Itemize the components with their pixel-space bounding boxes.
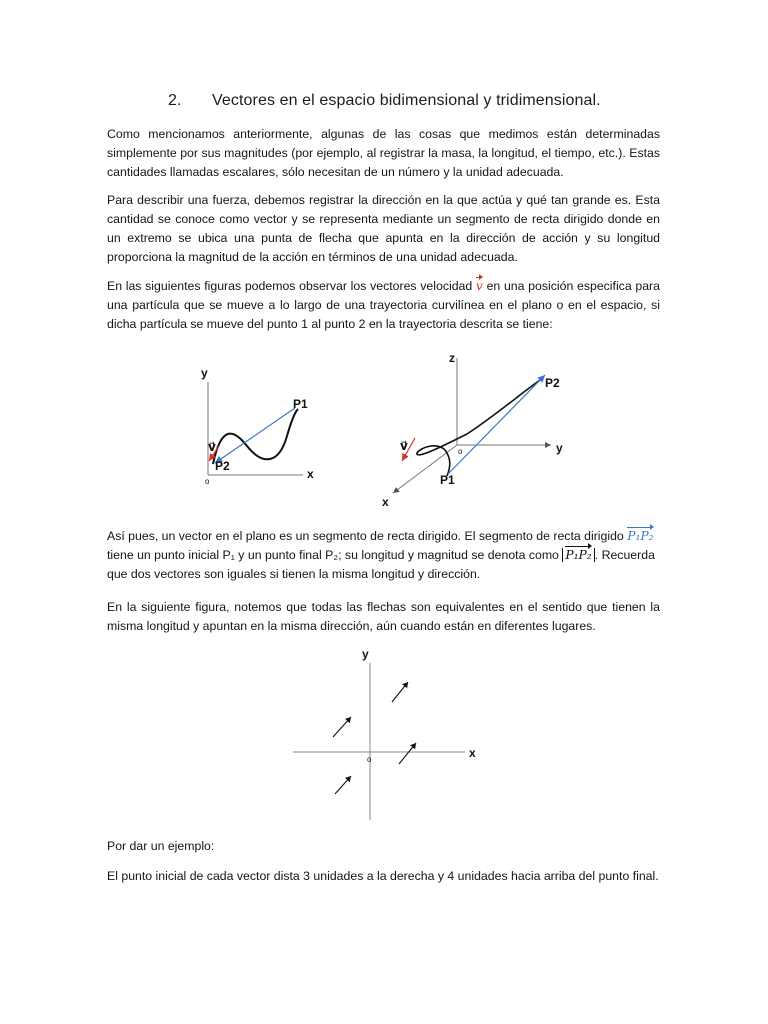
paragraph-velocity-text-a: En las siguientes figuras podemos observar los vectores velocidad bbox=[107, 279, 473, 293]
x-axis-label: x bbox=[382, 495, 389, 509]
section-title: Vectores en el espacio bidimensional y tridimensional. bbox=[212, 92, 601, 109]
y-axis-label: y bbox=[556, 441, 563, 455]
origin-label: o bbox=[205, 477, 210, 486]
v-label: v⃗ bbox=[208, 440, 216, 454]
z-axis-label: z bbox=[449, 351, 455, 365]
magnitude-symbol bbox=[562, 548, 594, 562]
p2-label: P2 bbox=[545, 376, 560, 390]
section-heading bbox=[168, 92, 601, 110]
paragraph-velocity-text-b: en una posición especifica para una partícula que se mueve a lo largo de una trayectoria curvilínea en el plano o en el espacio, si dicha partícula se mueve del punto 1 al punto 2 en la trayectoria descrita se tiene: bbox=[107, 279, 660, 331]
p2-label: P2 bbox=[215, 459, 230, 473]
displacement-vector bbox=[448, 375, 545, 474]
p1-label: P1 bbox=[293, 397, 308, 411]
paragraph-escalares: Como mencionamos anteriormente, algunas de las cosas que medimos están determinadas simplemente por sus magnitudes (por ejemplo, al registrar la masa, la longitud, el tiempo, etc.). Estas cantidades llamadas escalares, sólo necesitan de un número y la unidad adecuada. bbox=[107, 127, 660, 179]
paragraph-example-label: Por dar un ejemplo: bbox=[107, 839, 215, 853]
paragraph-vector-definition: Para describir una fuerza, debemos registrar la dirección en la que actúa y qué tan grande es. Esta cantidad se conoce como vector y se representa mediante un segmento de recta dirigido donde en un extremo se ubica una punta de flecha que apunta en la dirección de acción y su longitud proporciona la magnitud de la acción en términos de una unidad adecuada. bbox=[107, 193, 660, 264]
paragraph-velocity bbox=[107, 277, 660, 334]
section-number: 2. bbox=[168, 92, 182, 109]
figure-equivalent-arrows bbox=[285, 645, 485, 825]
y-axis-label: y bbox=[201, 366, 208, 380]
paragraph-directed-segment-text-b: tiene un punto inicial P₁ y un punto final P₂; su longitud y magnitud se denota como bbox=[107, 548, 559, 562]
arrow-lower-left bbox=[335, 776, 351, 794]
arrow-upper-left bbox=[333, 717, 351, 737]
paragraph-example: El punto inicial de cada vector dista 3 unidades a la derecha y 4 unidades hacia arriba del punto final. bbox=[107, 869, 659, 883]
origin-label: o bbox=[458, 447, 463, 456]
arrow-upper-right bbox=[392, 682, 408, 702]
paragraph-equivalent-arrows: En la siguiente figura, notemos que todas las flechas son equivalentes en el sentido que tienen la misma longitud y apuntan en la misma dirección, aún cuando están en diferentes lugares. bbox=[107, 600, 660, 633]
origin-label: o bbox=[367, 755, 372, 764]
paragraph-directed-segment-text-a: Así pues, un vector en el plano es un segmento de recta dirigido. El segmento de recta dirigido bbox=[107, 529, 624, 543]
arrow-lower-right bbox=[399, 743, 416, 764]
figure-3d-trajectory bbox=[375, 350, 575, 510]
paragraph-directed-segment bbox=[107, 527, 660, 584]
x-axis-label: x bbox=[469, 746, 476, 760]
y-axis-label: y bbox=[362, 647, 369, 661]
magnitude-p1p2: P₁P₂ bbox=[565, 546, 591, 565]
velocity-vector-symbol: v bbox=[476, 277, 483, 296]
paragraph-directed-segment-text-c: . Recuerda que dos vectores son iguales si tienen la misma longitud y dirección. bbox=[107, 548, 655, 581]
figure-2d-trajectory bbox=[195, 360, 345, 490]
x-axis-label: x bbox=[307, 467, 314, 481]
segment-p1p2-symbol: P₁P₂ bbox=[627, 527, 653, 546]
v-label: v⃗ bbox=[400, 439, 408, 453]
p1-label: P1 bbox=[440, 473, 455, 487]
